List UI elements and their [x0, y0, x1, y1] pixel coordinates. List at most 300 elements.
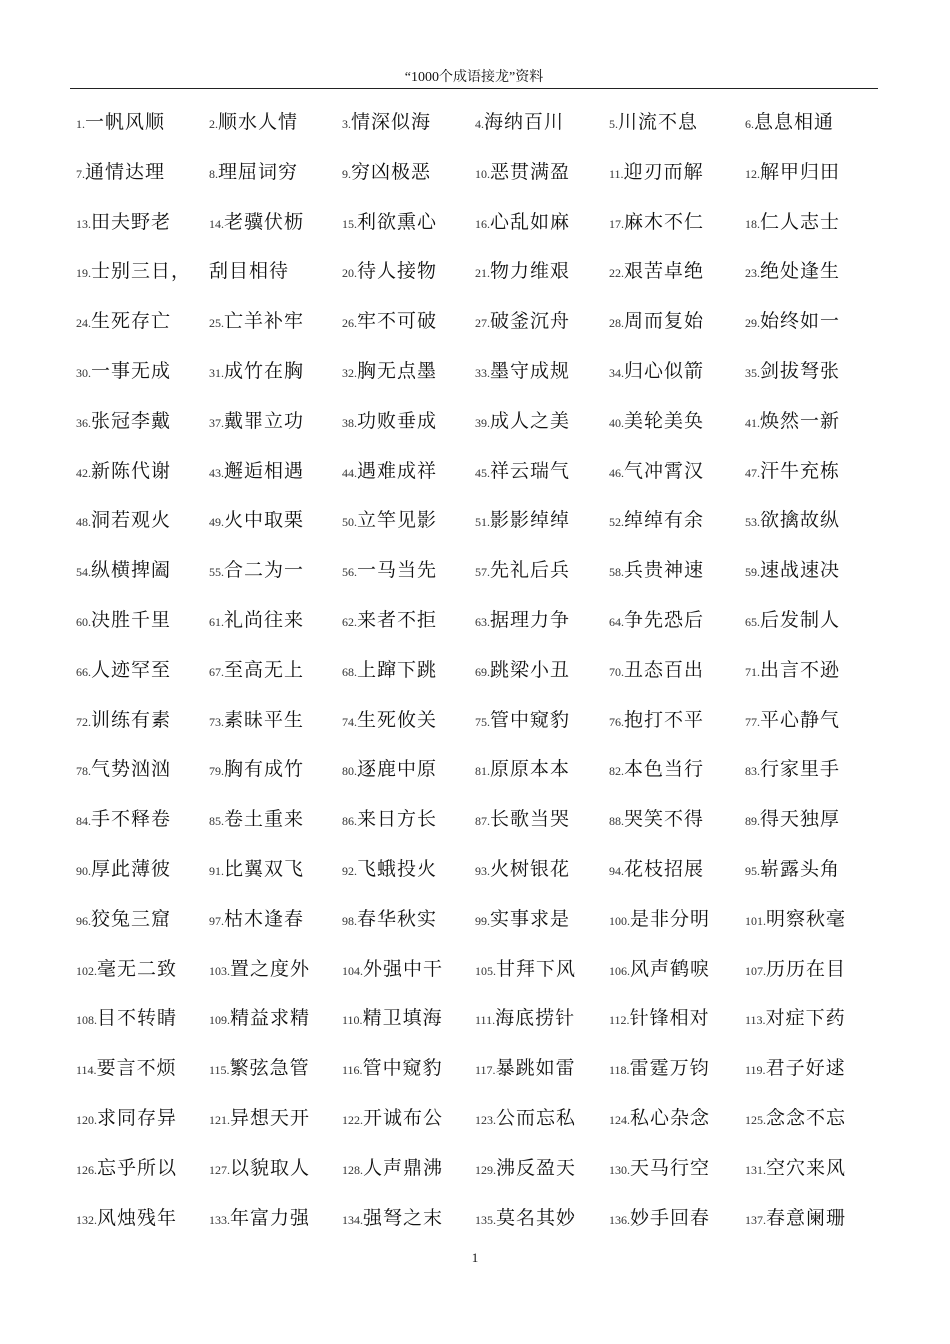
- idiom-row: [76, 102, 876, 142]
- idiom-row: [76, 500, 876, 540]
- idiom-entry: [76, 500, 171, 540]
- idiom-row: [76, 351, 876, 391]
- idiom-text: 置之度外: [230, 957, 311, 980]
- idiom-text: 张冠李戴: [91, 409, 172, 432]
- idiom-entry: [609, 650, 704, 690]
- entry-number: 126.: [76, 1162, 97, 1177]
- entry-number: 118.: [609, 1063, 630, 1078]
- entry-number: 11.: [609, 166, 624, 181]
- entry-number: 129.: [475, 1162, 496, 1177]
- idiom-text: 以貌取人: [230, 1156, 311, 1179]
- entry-number: 55.: [209, 565, 224, 580]
- entry-number: 94.: [609, 864, 624, 878]
- idiom-entry: [609, 202, 704, 242]
- idiom-entry: [209, 301, 304, 341]
- idiom-text: 胸有成竹: [224, 758, 305, 781]
- idiom-text: 天马行空: [630, 1156, 711, 1179]
- entry-number: 6.: [745, 117, 754, 131]
- entry-number: 34.: [609, 366, 624, 380]
- idiom-text: 解甲归田: [760, 160, 841, 183]
- entry-number: 40.: [609, 415, 624, 430]
- idiom-entry: [342, 700, 437, 740]
- page-number: 1: [471, 1250, 479, 1265]
- idiom-text: 来者不拒: [357, 609, 438, 631]
- idiom-entry: [342, 899, 437, 939]
- idiom-entry: [475, 1148, 576, 1188]
- idiom-entry: [745, 1098, 846, 1138]
- idiom-text: 卷土重来: [224, 808, 305, 831]
- entry-number: 54.: [76, 565, 91, 580]
- idiom-entry: [745, 650, 840, 690]
- idiom-row: [76, 799, 876, 839]
- entry-number: 36.: [76, 415, 91, 430]
- idiom-text: 利欲熏心: [357, 210, 438, 233]
- entry-number: 12.: [745, 166, 760, 181]
- entry-number: 9.: [342, 166, 351, 181]
- idiom-row: [76, 749, 876, 789]
- idiom-entry: [609, 1098, 710, 1138]
- entry-number: 105.: [475, 963, 496, 978]
- idiom-text: 至高无上: [224, 658, 305, 681]
- idiom-text: 毫无二致: [97, 957, 178, 980]
- entry-number: 128.: [342, 1162, 363, 1177]
- idiom-entry: [209, 550, 304, 590]
- idiom-text: 始终如一: [760, 310, 841, 333]
- entry-number: 22.: [609, 266, 624, 281]
- idiom-row: [76, 949, 876, 989]
- idiom-text: 管中窥豹: [362, 1057, 443, 1080]
- idiom-text: 历历在目: [766, 957, 847, 980]
- idiom-entry: [76, 1048, 177, 1088]
- entry-number: 21.: [475, 266, 490, 281]
- idiom-text: 逐鹿中原: [357, 758, 438, 781]
- entry-number: 8.: [209, 166, 218, 181]
- idiom-entry: [609, 102, 698, 142]
- idiom-row: [76, 1198, 876, 1238]
- idiom-text: 训练有素: [91, 708, 172, 731]
- entry-number: 115.: [209, 1063, 230, 1078]
- idiom-entry: [209, 600, 304, 640]
- idiom-entry: [342, 550, 437, 590]
- idiom-text: 新陈代谢: [91, 459, 172, 482]
- idiom-entry: [76, 650, 171, 690]
- idiom-entry: [209, 799, 304, 839]
- entry-number: 57.: [475, 565, 490, 580]
- idiom-text: 争先恐后: [624, 609, 705, 631]
- idiom-entry: [342, 749, 437, 789]
- idiom-entry: [342, 102, 431, 142]
- idiom-text: 仁人志士: [760, 210, 841, 233]
- idiom-entry: [342, 401, 437, 441]
- idiom-text: 强弩之末: [363, 1206, 444, 1229]
- idiom-text: 理屈词穷: [218, 160, 299, 183]
- idiom-entry: [76, 949, 177, 989]
- idiom-entry: [745, 799, 840, 839]
- entry-number: 95.: [745, 864, 760, 878]
- idiom-entry: [609, 949, 710, 989]
- entry-number: 132.: [76, 1212, 97, 1227]
- entry-number: 130.: [609, 1162, 630, 1177]
- entry-number: 98.: [342, 913, 357, 928]
- idiom-text: 莫名其妙: [496, 1206, 577, 1229]
- idiom-entry: [76, 1148, 177, 1188]
- idiom-text: 牢不可破: [357, 310, 438, 333]
- idiom-text: 异想天开: [230, 1107, 311, 1129]
- idiom-text: 春华秋实: [357, 907, 438, 930]
- idiom-entry: [76, 301, 171, 341]
- idiom-text: 求同存异: [97, 1107, 178, 1129]
- idiom-text: 花枝招展: [624, 858, 705, 880]
- entry-number: 84.: [76, 814, 91, 829]
- entry-number: 71.: [745, 664, 760, 679]
- entry-number: 137.: [745, 1212, 766, 1227]
- idiom-text: 息息相通: [754, 111, 835, 133]
- entry-number: 39.: [475, 415, 490, 430]
- entry-number: 92.: [342, 864, 357, 878]
- idiom-entry: [342, 650, 437, 690]
- idiom-entry: [475, 650, 570, 690]
- idiom-text: 开诚布公: [363, 1107, 444, 1129]
- idiom-row: [76, 600, 876, 640]
- idiom-text: 田夫野老: [91, 210, 172, 233]
- entry-number: 116.: [342, 1063, 363, 1078]
- idiom-text: 穷凶极恶: [351, 160, 432, 183]
- idiom-text: 目不转睛: [97, 1007, 178, 1030]
- idiom-text: 戴罪立功: [224, 409, 305, 432]
- idiom-entry: [745, 700, 840, 740]
- idiom-entry: [475, 251, 570, 291]
- idiom-entry: [745, 301, 840, 341]
- idiom-text: 邂逅相遇: [224, 459, 305, 482]
- entry-number: 37.: [209, 415, 224, 430]
- entry-number: 49.: [209, 515, 224, 530]
- idiom-text: 麻木不仁: [624, 210, 705, 233]
- idiom-entry: [609, 799, 704, 839]
- entry-number: 85.: [209, 814, 224, 829]
- idiom-entry: [342, 1198, 443, 1238]
- idiom-text: 厚此薄彼: [91, 858, 172, 880]
- idiom-text: 外强中干: [363, 957, 444, 980]
- idiom-text: 沸反盈天: [496, 1156, 577, 1179]
- idiom-entry: [609, 700, 704, 740]
- idiom-text: 川流不息: [618, 111, 699, 133]
- idiom-text: 生死攸关: [357, 708, 438, 731]
- entry-number: 7.: [76, 166, 85, 181]
- idiom-entry: [609, 1198, 710, 1238]
- idiom-row: [76, 202, 876, 242]
- idiom-entry: [475, 749, 570, 789]
- entry-number: 101.: [745, 913, 766, 928]
- idiom-entry: [209, 1048, 310, 1088]
- idiom-text: 管中窥豹: [490, 708, 571, 731]
- idiom-text: 绰绰有余: [624, 509, 705, 532]
- idiom-entry: [745, 451, 840, 491]
- idiom-row: [76, 1048, 876, 1088]
- idiom-text: 焕然一新: [760, 409, 841, 432]
- idiom-entry: [76, 351, 171, 391]
- idiom-entry: [342, 500, 437, 540]
- idiom-text: 功败垂成: [357, 409, 438, 432]
- idiom-text: 一事无成: [91, 360, 172, 382]
- entry-number: 109.: [209, 1013, 230, 1028]
- idiom-entry: [209, 749, 304, 789]
- idiom-entry: [745, 152, 840, 192]
- idiom-entry: [76, 251, 191, 291]
- header-divider: [70, 88, 878, 89]
- entry-number: 4.: [475, 117, 484, 131]
- idiom-entry: [342, 451, 437, 491]
- idiom-entry: [745, 1198, 846, 1238]
- entry-number: 121.: [209, 1113, 230, 1127]
- idiom-text: 崭露头角: [760, 858, 841, 880]
- idiom-entry: [745, 102, 834, 142]
- idiom-entry: [475, 1048, 576, 1088]
- idiom-text: 风声鹤唳: [630, 957, 711, 980]
- entry-number: 38.: [342, 415, 357, 430]
- entry-number: 45.: [475, 465, 490, 480]
- entry-number: 41.: [745, 415, 760, 430]
- entry-number: 35.: [745, 366, 760, 380]
- idiom-entry: [475, 949, 576, 989]
- idiom-text: 海纳百川: [484, 111, 565, 133]
- idiom-text: 一马当先: [357, 559, 438, 582]
- entry-number: 56.: [342, 565, 357, 580]
- entry-number: 53.: [745, 515, 760, 530]
- idiom-entry: [342, 202, 437, 242]
- idiom-entry: [76, 749, 171, 789]
- idiom-entry: [342, 152, 431, 192]
- entry-number: 64.: [609, 615, 624, 629]
- entry-number: 131.: [745, 1162, 766, 1177]
- entry-number: 88.: [609, 814, 624, 829]
- idiom-entry: [76, 700, 171, 740]
- entry-number: 31.: [209, 366, 224, 380]
- idiom-text: 礼尚往来: [224, 609, 305, 631]
- idiom-entry: [209, 152, 298, 192]
- idiom-entry: [76, 102, 165, 142]
- idiom-entry: [209, 899, 304, 939]
- idiom-entry: [609, 251, 704, 291]
- entry-number: 86.: [342, 814, 357, 829]
- entry-number: 5.: [609, 117, 618, 131]
- idiom-text: 出言不逊: [760, 658, 841, 681]
- idiom-text: 一帆风顺: [85, 111, 166, 133]
- idiom-text: 老骥伏枥: [224, 210, 305, 233]
- idiom-entry: [475, 351, 570, 391]
- entry-number: 90.: [76, 864, 91, 878]
- entry-number: 59.: [745, 565, 760, 580]
- idiom-entry: [475, 799, 570, 839]
- entry-number: 75.: [475, 714, 490, 729]
- idiom-entry: [209, 351, 304, 391]
- idiom-entry: [475, 152, 570, 192]
- entry-number: 96.: [76, 913, 91, 928]
- idiom-entry: [76, 550, 171, 590]
- idiom-text: 人迹罕至: [91, 658, 172, 681]
- entry-number: 125.: [745, 1113, 766, 1127]
- idiom-text: 妙手回春: [630, 1206, 711, 1229]
- idiom-entry: [745, 998, 846, 1038]
- idiom-text: 平心静气: [760, 708, 841, 731]
- idiom-entry: [76, 451, 171, 491]
- idiom-text: 针锋相对: [629, 1007, 710, 1030]
- idiom-row: [76, 251, 876, 291]
- idiom-text: 精益求精: [230, 1007, 311, 1030]
- entry-number: 69.: [475, 664, 490, 679]
- entry-number: 136.: [609, 1212, 630, 1227]
- entry-number: 50.: [342, 515, 357, 530]
- entry-number: 47.: [745, 465, 760, 480]
- idiom-entry: [475, 849, 570, 889]
- idiom-text: 祥云瑞气: [490, 459, 571, 482]
- idiom-text: 行家里手: [760, 758, 841, 781]
- idiom-text: 甘拜下风: [496, 957, 577, 980]
- idiom-text: 哭笑不得: [624, 808, 705, 831]
- idiom-entry: [76, 600, 171, 640]
- idiom-text: 繁弦急管: [229, 1057, 310, 1080]
- idiom-entry: [209, 251, 289, 291]
- idiom-text: 生死存亡: [91, 310, 172, 333]
- entry-number: 1.: [76, 117, 85, 131]
- idiom-text: 汗牛充栋: [760, 459, 841, 482]
- idiom-entry: [609, 849, 704, 889]
- idiom-entry: [745, 899, 846, 939]
- idiom-text: 明察秋毫: [766, 907, 847, 930]
- idiom-row: [76, 998, 876, 1038]
- idiom-entry: [76, 152, 165, 192]
- idiom-text: 物力维艰: [490, 260, 571, 283]
- idiom-text: 成人之美: [490, 409, 571, 432]
- idiom-entry: [209, 500, 304, 540]
- idiom-text: 合二为一: [224, 559, 305, 582]
- idiom-text: 素昧平生: [224, 708, 305, 731]
- idiom-entry: [76, 202, 171, 242]
- idiom-entry: [609, 401, 704, 441]
- entry-number: 14.: [209, 216, 224, 231]
- idiom-entry: [609, 152, 704, 192]
- idiom-text: 要言不烦: [96, 1057, 177, 1080]
- idiom-text: 通情达理: [85, 160, 166, 183]
- idiom-text: 剑拔弩张: [760, 360, 841, 382]
- idiom-text: 精卫填海: [362, 1007, 443, 1030]
- idiom-text: 跳梁小丑: [490, 658, 571, 681]
- idiom-text: 纵横捭阖: [91, 559, 172, 582]
- idiom-text: 来日方长: [357, 808, 438, 831]
- entry-number: 46.: [609, 465, 624, 480]
- entry-number: 124.: [609, 1113, 630, 1127]
- entry-number: 29.: [745, 316, 760, 331]
- entry-number: 119.: [745, 1063, 766, 1078]
- idiom-text: 火树银花: [490, 858, 571, 880]
- idiom-text: 年富力强: [230, 1206, 311, 1229]
- entry-number: 93.: [475, 864, 490, 878]
- idiom-text: 雷霆万钧: [629, 1057, 710, 1080]
- idiom-row: [76, 401, 876, 441]
- idiom-entry: [745, 600, 840, 640]
- idiom-entry: [209, 401, 304, 441]
- entry-number: 32.: [342, 366, 357, 380]
- idiom-row: [76, 1148, 876, 1188]
- entry-number: 73.: [209, 714, 224, 729]
- idiom-entry: [342, 1048, 443, 1088]
- idiom-entry: [609, 600, 704, 640]
- entry-number: 120.: [76, 1113, 97, 1127]
- idiom-text: 飞蛾投火: [357, 858, 438, 880]
- idiom-text: 上蹿下跳: [357, 658, 438, 681]
- idiom-text: 归心似箭: [624, 360, 705, 382]
- entry-number: 76.: [609, 714, 624, 729]
- entry-number: 3.: [342, 117, 351, 131]
- idiom-text: 君子好逑: [765, 1057, 846, 1080]
- idiom-row: [76, 650, 876, 690]
- entry-number: 63.: [475, 615, 490, 629]
- page-header-title: “1000个成语接龙”资料: [404, 70, 544, 85]
- entry-number: 127.: [209, 1162, 230, 1177]
- entry-number: 25.: [209, 316, 224, 331]
- idiom-entry: [209, 451, 304, 491]
- entry-number: 74.: [342, 714, 357, 729]
- entry-number: 110.: [342, 1013, 363, 1028]
- idiom-text: 念念不忘: [766, 1107, 847, 1129]
- idiom-text: 艰苦卓绝: [624, 260, 705, 283]
- entry-number: 67.: [209, 664, 224, 679]
- idiom-text: 本色当行: [624, 758, 705, 781]
- entry-number: 83.: [745, 764, 760, 779]
- idiom-entry: [609, 550, 704, 590]
- idiom-entry: [745, 500, 840, 540]
- idiom-text: 绝处逢生: [760, 260, 841, 283]
- idiom-entry: [609, 998, 710, 1038]
- idiom-entry: [475, 401, 570, 441]
- idiom-text: 后发制人: [760, 609, 841, 631]
- idiom-entry: [609, 1148, 710, 1188]
- entry-number: 123.: [475, 1113, 496, 1127]
- idiom-text: 春意阑珊: [766, 1206, 847, 1229]
- idiom-text: 立竿见影: [357, 509, 438, 532]
- idiom-text: 原原本本: [490, 758, 571, 781]
- idiom-entry: [209, 650, 304, 690]
- idiom-text: 亡羊补牢: [224, 310, 305, 333]
- entry-number: 68.: [342, 664, 357, 679]
- idiom-entry: [342, 301, 437, 341]
- idiom-entry: [342, 799, 437, 839]
- entry-number: 42.: [76, 465, 91, 480]
- idiom-text: 速战速决: [760, 559, 841, 582]
- entry-number: 23.: [745, 266, 760, 281]
- entry-number: 52.: [609, 515, 624, 530]
- entry-number: 89.: [745, 814, 760, 829]
- entry-number: 100.: [609, 913, 630, 928]
- idiom-entry: [209, 1098, 310, 1138]
- entry-number: 15.: [342, 216, 357, 231]
- idiom-text: 刮目相待: [209, 260, 290, 283]
- idiom-text: 实事求是: [490, 907, 571, 930]
- idiom-text: 欲擒故纵: [760, 509, 841, 532]
- idiom-entry: [209, 998, 310, 1038]
- idiom-text: 破釜沉舟: [490, 310, 571, 333]
- idiom-entry: [209, 849, 304, 889]
- idiom-entry: [609, 351, 704, 391]
- idiom-entry: [342, 849, 437, 889]
- entry-number: 91.: [209, 864, 224, 878]
- entry-number: 28.: [609, 316, 624, 331]
- idiom-entry: [745, 1148, 846, 1188]
- entry-number: 27.: [475, 316, 490, 331]
- idiom-text: 据理力争: [490, 609, 571, 631]
- idiom-entry: [342, 351, 437, 391]
- idiom-text: 遇难成祥: [357, 459, 438, 482]
- idiom-entry: [209, 1198, 310, 1238]
